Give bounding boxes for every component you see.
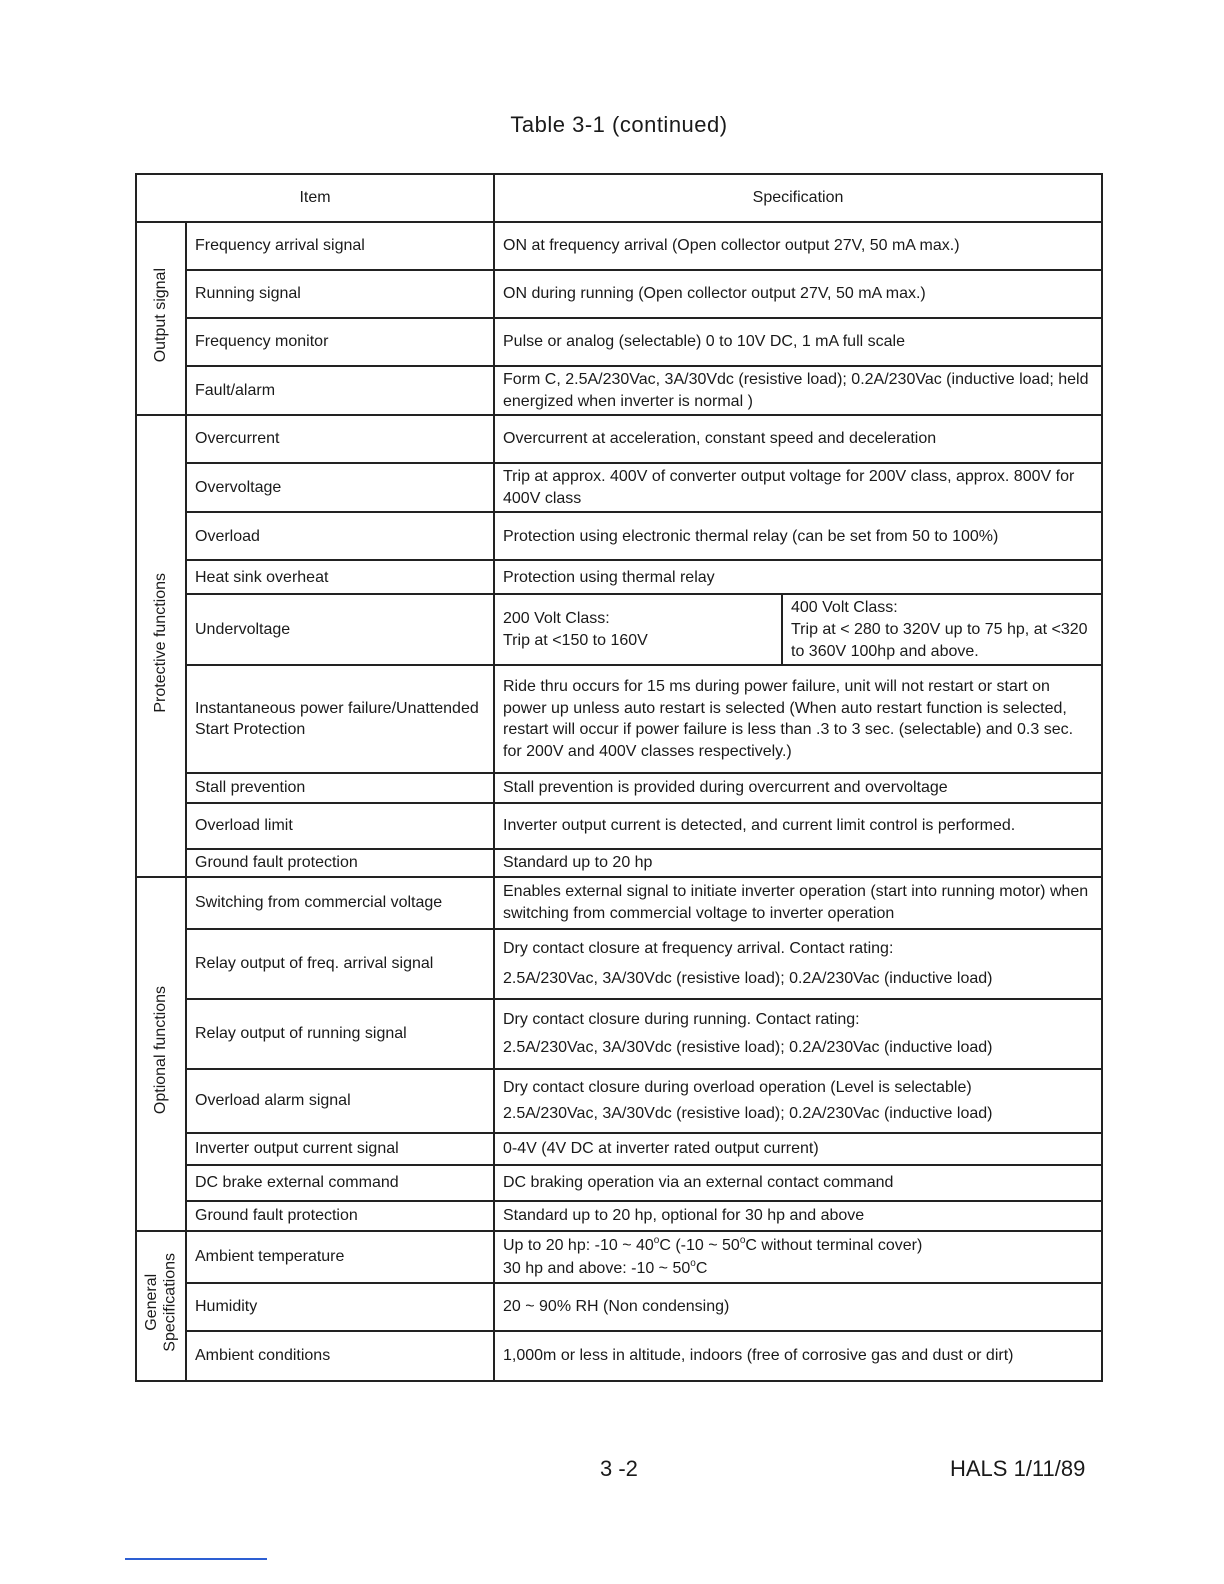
group-label-general-specifications: General Specifications — [136, 1231, 186, 1381]
table-row — [136, 803, 1102, 849]
table-row — [136, 877, 1102, 929]
table-row — [136, 318, 1102, 366]
table-header-row — [136, 174, 1102, 222]
table-row — [136, 929, 1102, 999]
spec-cell: Trip at approx. 400V of converter output voltage for 200V class, approx. 800V for 400V class — [494, 463, 1102, 512]
item-cell: Undervoltage — [186, 594, 494, 665]
item-cell: Relay output of running signal — [186, 999, 494, 1069]
spec-cell — [494, 929, 1102, 999]
item-cell: Fault/alarm — [186, 366, 494, 415]
table-row — [136, 1331, 1102, 1381]
table-row — [136, 512, 1102, 560]
spec-cell: Inverter output current is detected, and current limit control is performed. — [494, 803, 1102, 849]
footer-rule — [125, 1558, 267, 1560]
item-cell: Ground fault protection — [186, 849, 494, 877]
item-cell: Ambient conditions — [186, 1331, 494, 1381]
item-cell: Frequency monitor — [186, 318, 494, 366]
table-row — [136, 415, 1102, 463]
table-row — [136, 560, 1102, 594]
spec-400v-text: Trip at < 280 to 320V up to 75 hp, at <320 to 360V 100hp and above. — [791, 620, 1088, 660]
table-row — [136, 270, 1102, 318]
spec-cell: 20 ~ 90% RH (Non condensing) — [494, 1283, 1102, 1331]
table-row — [136, 773, 1102, 803]
item-cell: Frequency arrival signal — [186, 222, 494, 270]
table-row — [136, 463, 1102, 512]
item-cell: Switching from commercial voltage — [186, 877, 494, 929]
table-row — [136, 1165, 1102, 1201]
table-row — [136, 999, 1102, 1069]
item-cell: Instantaneous power failure/Unattended Start Protection — [186, 665, 494, 773]
spec-400v-class — [783, 595, 1101, 664]
item-cell: Inverter output current signal — [186, 1133, 494, 1165]
spec-cell: Standard up to 20 hp, optional for 30 hp and above — [494, 1201, 1102, 1231]
table-row — [136, 366, 1102, 415]
group-label-output-signal: Output signal — [136, 222, 186, 415]
spec-line: Dry contact closure during overload operation (Level is selectable) — [503, 1079, 972, 1097]
spec-line: Dry contact closure during running. Contact rating: — [503, 1011, 860, 1029]
spec-cell: 1,000m or less in altitude, indoors (free of corrosive gas and dust or dirt) — [494, 1331, 1102, 1381]
spec-cell: Form C, 2.5A/230Vac, 3A/30Vdc (resistive load); 0.2A/230Vac (inductive load; held energized when inverter is normal ) — [494, 366, 1102, 415]
spec-cell: ON during running (Open collector output 27V, 50 mA max.) — [494, 270, 1102, 318]
table-row — [136, 1069, 1102, 1133]
table-row — [136, 594, 1102, 665]
item-cell: Overvoltage — [186, 463, 494, 512]
spec-cell-split — [494, 594, 1102, 665]
group-label-optional-functions: Optional functions — [136, 877, 186, 1231]
spec-cell: Protection using electronic thermal relay (can be set from 50 to 100%) — [494, 512, 1102, 560]
spec-cell: ON at frequency arrival (Open collector output 27V, 50 mA max.) — [494, 222, 1102, 270]
header-item: Item — [136, 174, 494, 222]
item-cell: Heat sink overheat — [186, 560, 494, 594]
item-cell: DC brake external command — [186, 1165, 494, 1201]
table-title: Table 3-1 (continued) — [510, 112, 728, 137]
spec-cell: Standard up to 20 hp — [494, 849, 1102, 877]
spec-cell: Overcurrent at acceleration, constant speed and deceleration — [494, 415, 1102, 463]
item-cell: Relay output of freq. arrival signal — [186, 929, 494, 999]
table-row — [136, 222, 1102, 270]
spec-cell: Protection using thermal relay — [494, 560, 1102, 594]
spec-cell: Pulse or analog (selectable) 0 to 10V DC, 1 mA full scale — [494, 318, 1102, 366]
table-row — [136, 665, 1102, 773]
spec-line: 30 hp and above: -10 ~ 50$^o$C — [503, 1257, 708, 1277]
spec-line: Dry contact closure at frequency arrival. Contact rating: — [503, 940, 894, 958]
spec-cell — [494, 999, 1102, 1069]
item-cell: Overcurrent — [186, 415, 494, 463]
item-cell: Overload limit — [186, 803, 494, 849]
item-cell: Stall prevention — [186, 773, 494, 803]
table-row — [136, 849, 1102, 877]
spec-cell: 0-4V (4V DC at inverter rated output current) — [494, 1133, 1102, 1165]
item-cell: Ground fault protection — [186, 1201, 494, 1231]
spec-cell — [494, 1231, 1102, 1283]
spec-cell: DC braking operation via an external contact command — [494, 1165, 1102, 1201]
table-row — [136, 1283, 1102, 1331]
header-specification: Specification — [494, 174, 1102, 222]
table-row — [136, 1231, 1102, 1283]
spec-line: Up to 20 hp: -10 ~ 40$^o$C (-10 ~ 50$^o$C without terminal cover) — [503, 1235, 923, 1255]
spec-cell: Enables external signal to initiate inverter operation (start into running motor) when switching from commercial voltage to inverter operation — [494, 877, 1102, 929]
spec-line: 2.5A/230Vac, 3A/30Vdc (resistive load); 0.2A/230Vac (inductive load) — [503, 1038, 993, 1056]
document-reference: HALS 1/11/89 — [950, 1456, 1086, 1481]
spec-200v-class — [495, 595, 783, 664]
spec-200v-text: Trip at <150 to 160V — [503, 631, 648, 649]
item-cell: Running signal — [186, 270, 494, 318]
item-cell: Overload alarm signal — [186, 1069, 494, 1133]
spec-cell: Stall prevention is provided during overcurrent and overvoltage — [494, 773, 1102, 803]
spec-line: 2.5A/230Vac, 3A/30Vdc (resistive load); 0.2A/230Vac (inductive load) — [503, 969, 993, 987]
spec-200v-title: 200 Volt Class: — [503, 610, 610, 628]
item-cell: Humidity — [186, 1283, 494, 1331]
specification-table — [135, 173, 1103, 1382]
spec-cell — [494, 1069, 1102, 1133]
spec-line: 2.5A/230Vac, 3A/30Vdc (resistive load); 0.2A/230Vac (inductive load) — [503, 1104, 993, 1122]
item-cell: Ambient temperature — [186, 1231, 494, 1283]
page-number: 3 -2 — [600, 1456, 638, 1481]
group-label-protective-functions: Protective functions — [136, 415, 186, 877]
item-cell: Overload — [186, 512, 494, 560]
spec-cell: Ride thru occurs for 15 ms during power failure, unit will not restart or start on power up unless auto restart is selected (When auto restart function is selected, restart will occur if power failure is less than .3 to 3 sec. (selectable) and 0.3 sec. for 200V and 400V classes respectively.) — [494, 665, 1102, 773]
table-row — [136, 1201, 1102, 1231]
table-row — [136, 1133, 1102, 1165]
spec-400v-title: 400 Volt Class: — [791, 599, 898, 617]
